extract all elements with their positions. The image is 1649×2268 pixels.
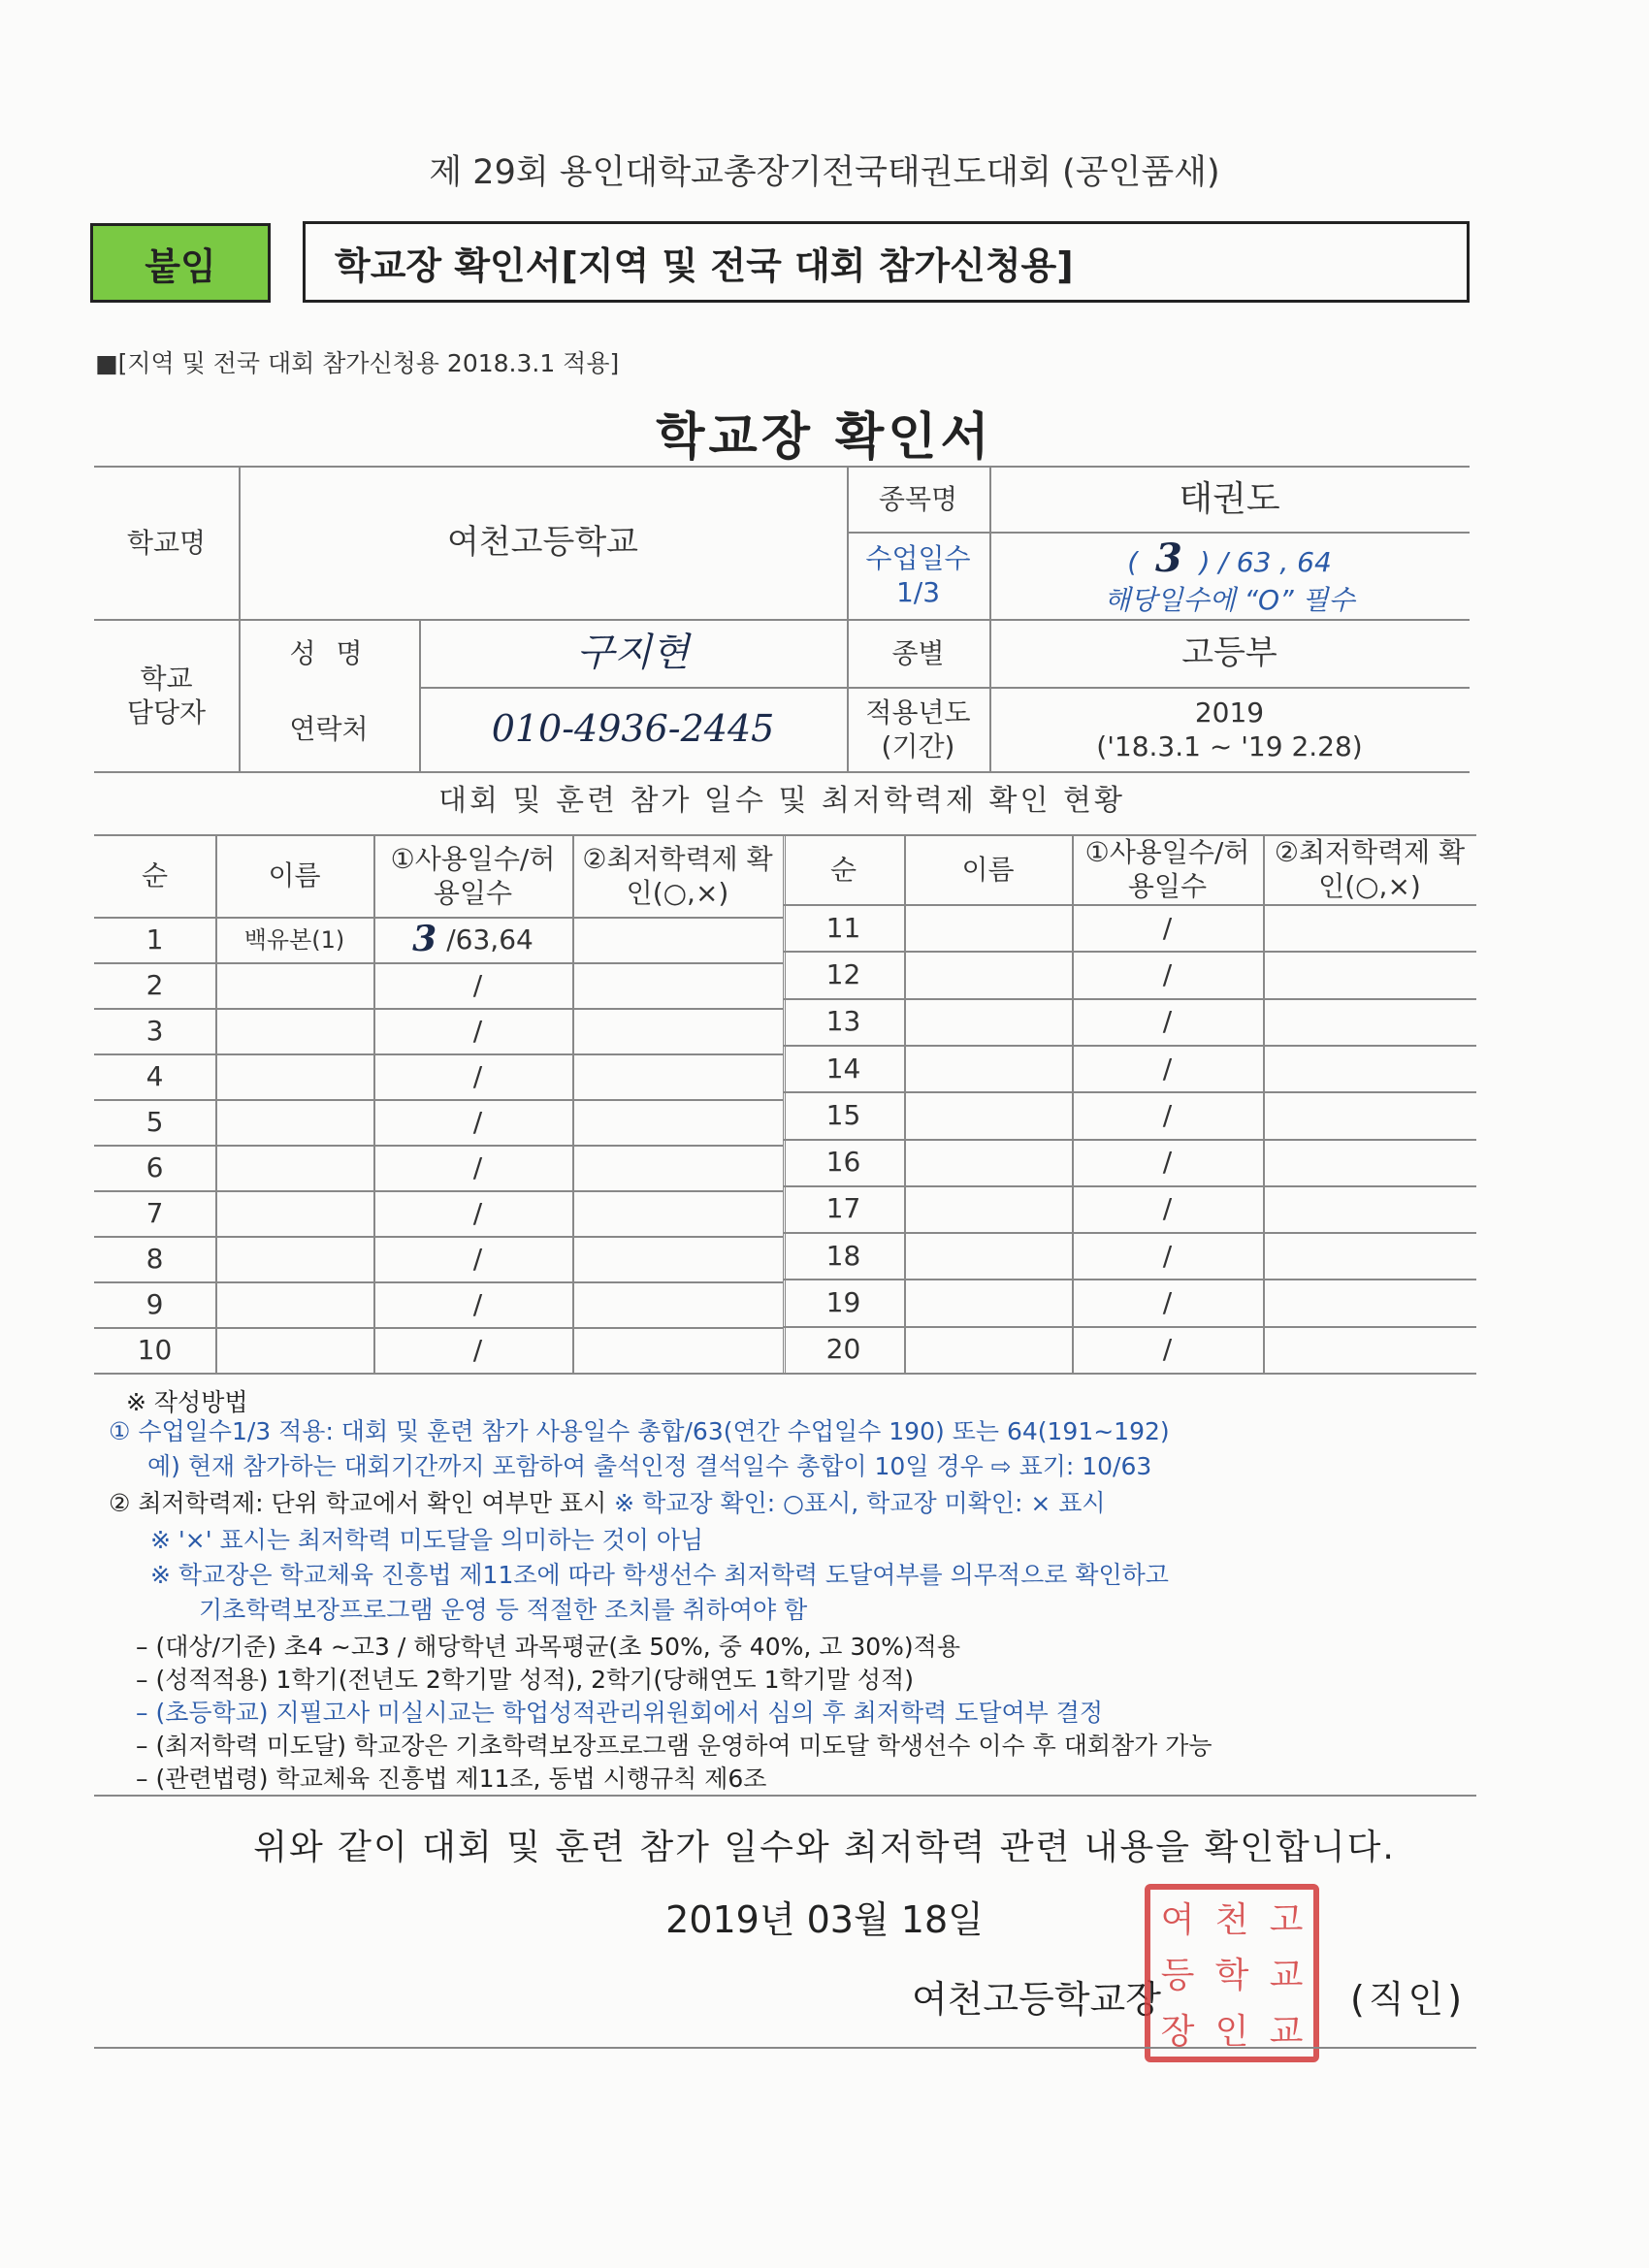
class-days-note: 해당일수에 “O” 필수 <box>1104 583 1355 616</box>
row-no: 17 <box>825 1192 861 1225</box>
row-days-allowed: / <box>1162 1286 1173 1319</box>
method-line-7: – (대상/기준) 초4 ~고3 / 해당학년 과목평균(초 50%, 중 40%, 고 30%)적용 <box>136 1633 960 1661</box>
row-no: 19 <box>825 1286 861 1319</box>
row-name <box>215 1099 373 1145</box>
row-name <box>904 951 1072 997</box>
event-title: 제 29회 용인대학교총장기전국태권도대회 (공인품새) <box>429 153 1220 192</box>
row-no: 1 <box>146 923 164 956</box>
row-min-check <box>572 1099 783 1145</box>
method-line-1: ① 수업일수1/3 적용: 대회 및 훈련 참가 사용일수 총합/63(연간 수업일수 190) 또는 64(191~192) <box>109 1417 1170 1445</box>
row-min-check <box>572 917 783 962</box>
row-min-check <box>572 1145 783 1190</box>
row-name <box>215 1236 373 1281</box>
row-no: 6 <box>146 1151 164 1183</box>
header-no-right: 순 <box>829 853 857 886</box>
row-no: 8 <box>146 1243 164 1275</box>
row-min-check <box>572 962 783 1008</box>
seal-char: 고 <box>1269 1900 1304 1941</box>
row-name: 백유본(1) <box>243 925 345 954</box>
row-name <box>904 1091 1072 1138</box>
official-seal <box>1145 1884 1319 2062</box>
table-title: 대회 및 훈련 참가 일수 및 최저학력제 확인 현황 <box>438 784 1125 819</box>
year-value: 2019 ('18.3.1 ~ '19 2.28) <box>1096 696 1363 762</box>
class-days-label-line1: 수업일수 <box>865 542 971 574</box>
seal-char: 학 <box>1214 1956 1249 1996</box>
row-days-allowed: / <box>472 1288 483 1320</box>
row-min-check <box>1263 904 1476 951</box>
method-line-3: ② 최저학력제: 단위 학교에서 확인 여부만 표시 ※ 학교장 확인: ○표시, 학교장 미확인: × 표시 <box>109 1489 1106 1517</box>
row-name <box>215 1327 373 1373</box>
header-days-left: ①사용일수/허용일수 <box>390 842 556 909</box>
row-no: 12 <box>825 957 861 990</box>
attachment-badge: 붙임 <box>90 223 271 303</box>
row-min-check <box>572 1190 783 1236</box>
method-title: ※ 작성방법 <box>126 1388 248 1416</box>
row-days-allowed: / <box>1162 1146 1173 1179</box>
row-days <box>373 1053 572 1099</box>
row-days-used: 3 <box>412 919 437 959</box>
row-min-check <box>572 1053 783 1099</box>
row-days-allowed: / <box>1162 1239 1173 1272</box>
method-line-4: ※ '×' 표시는 최저학력 미도달을 의미하는 것이 아님 <box>150 1526 704 1554</box>
row-min-check <box>1263 1091 1476 1138</box>
seal-char: 인 <box>1214 2011 1249 2052</box>
contact-handwritten: 010-4936-2445 <box>491 706 775 750</box>
row-days-allowed: /63,64 <box>446 923 534 956</box>
seal-char: 여 <box>1160 1900 1195 1941</box>
row-name <box>215 1145 373 1190</box>
row-min-check <box>572 1236 783 1281</box>
row-days-allowed: / <box>472 1197 483 1229</box>
row-days-allowed: / <box>472 1060 483 1092</box>
method-line-8: – (성적적용) 1학기(전년도 2학기말 성적), 2학기(당해연도 1학기말 성적) <box>136 1666 914 1694</box>
school-name-label: 학교명 <box>126 526 207 559</box>
row-days-allowed: / <box>1162 1052 1173 1085</box>
class-days-handwritten: 3 <box>1154 535 1182 581</box>
row-no: 4 <box>146 1060 164 1092</box>
row-days-allowed: / <box>1162 911 1173 944</box>
class-days-label-line2: 1/3 <box>895 576 941 608</box>
row-no: 5 <box>146 1106 164 1138</box>
row-min-check <box>1263 1326 1476 1373</box>
row-days-allowed: / <box>472 969 483 1001</box>
seal-char: 등 <box>1160 1956 1195 1996</box>
header-days-right: ①사용일수/허용일수 <box>1084 836 1250 902</box>
header-min-left: ②최저학력제 확인(○,×) <box>582 842 773 909</box>
row-days <box>373 1327 572 1373</box>
row-name <box>904 1326 1072 1373</box>
header-name-left: 이름 <box>268 859 321 891</box>
row-days-allowed: / <box>472 1243 483 1275</box>
row-days-allowed: / <box>1162 1005 1173 1038</box>
method-divider <box>94 1795 1476 1797</box>
footer-divider <box>94 2047 1476 2049</box>
seal-char: 장 <box>1160 2011 1195 2052</box>
row-min-check <box>1263 951 1476 997</box>
row-days <box>373 1190 572 1236</box>
row-days-allowed: / <box>472 1151 483 1183</box>
row-days-allowed: / <box>472 1106 483 1138</box>
row-min-check <box>572 1327 783 1373</box>
row-no: 15 <box>825 1098 861 1131</box>
contact-label: 연락처 <box>289 713 369 745</box>
row-min-check <box>572 1008 783 1053</box>
row-days-allowed: / <box>1162 1192 1173 1225</box>
row-name <box>904 1232 1072 1279</box>
row-days <box>373 1236 572 1281</box>
row-no: 14 <box>825 1052 861 1085</box>
row-days-allowed: / <box>1162 1098 1173 1131</box>
row-name <box>215 962 373 1008</box>
header-name-right: 이름 <box>961 853 1015 886</box>
row-min-check <box>1263 1232 1476 1279</box>
sport-value: 태권도 <box>1179 478 1280 519</box>
row-days-allowed: / <box>1162 957 1173 990</box>
form-note: ■[지역 및 전국 대회 참가신청용 2018.3.1 적용] <box>95 349 620 377</box>
seal-char: 교 <box>1269 1956 1304 1996</box>
issue-date: 2019년 03월 18일 <box>665 1898 984 1941</box>
header-min-right: ②최저학력제 확인(○,×) <box>1274 836 1466 902</box>
manager-label: 학교 담당자 <box>126 662 207 729</box>
row-days <box>373 962 572 1008</box>
method-line-5: ※ 학교장은 학교체육 진흥법 제11조에 따라 학생선수 최저학력 도달여부를 의무적으로 확인하고 <box>150 1561 1169 1589</box>
class-days-fraction: ( 3 ) / 63 , 64 <box>1127 535 1332 581</box>
row-name <box>215 1281 373 1327</box>
division-value: 고등부 <box>1181 632 1277 672</box>
row-no: 16 <box>825 1146 861 1179</box>
row-name <box>904 998 1072 1045</box>
row-no: 20 <box>825 1333 861 1366</box>
row-no: 18 <box>825 1239 861 1272</box>
main-title: 학교장 확인서 <box>656 408 993 467</box>
row-days-allowed: / <box>1162 1333 1173 1366</box>
row-no: 7 <box>146 1197 164 1229</box>
seal-char: 천 <box>1214 1900 1249 1941</box>
name-label: 성 명 <box>289 636 369 669</box>
row-min-check <box>572 1281 783 1327</box>
row-name <box>904 1279 1072 1325</box>
row-days <box>373 917 572 962</box>
row-days-allowed: / <box>472 1015 483 1047</box>
header-no-left: 순 <box>141 859 169 891</box>
method-line-6: 기초학력보장프로그램 운영 등 적절한 조치를 취하여야 함 <box>199 1596 808 1624</box>
method-line-10: – (최저학력 미도달) 학교장은 기초학력보장프로그램 운영하여 미도달 학생선수 이수 후 대회참가 가능 <box>136 1732 1212 1760</box>
row-name <box>215 1053 373 1099</box>
row-no: 9 <box>146 1288 164 1320</box>
sport-label: 종목명 <box>878 482 958 515</box>
row-name <box>904 1185 1072 1232</box>
seal-label: (직인) <box>1350 1978 1467 2021</box>
manager-name-handwritten: 구지현 <box>576 631 690 675</box>
row-min-check <box>1263 1279 1476 1325</box>
row-min-check <box>1263 1139 1476 1185</box>
row-no: 10 <box>137 1334 173 1366</box>
row-days-allowed: / <box>472 1334 483 1366</box>
row-name <box>215 1008 373 1053</box>
row-days <box>373 1281 572 1327</box>
year-label: 적용년도 (기간) <box>865 696 971 762</box>
principal-name: 여천고등학교장 <box>912 1978 1161 2021</box>
confirm-sentence: 위와 같이 대회 및 훈련 참가 일수와 최저학력 관련 내용을 확인합니다. <box>253 1828 1396 1867</box>
class-days-label <box>847 532 989 619</box>
seal-char: 교 <box>1269 2011 1304 2052</box>
row-name <box>904 904 1072 951</box>
row-days <box>373 1145 572 1190</box>
row-name <box>904 1045 1072 1091</box>
row-no: 11 <box>825 911 861 944</box>
form-title: 학교장 확인서[지역 및 전국 대회 참가신청용] <box>303 221 1470 303</box>
class-days-value <box>989 532 1470 619</box>
row-no: 2 <box>146 969 164 1001</box>
row-min-check <box>1263 1045 1476 1091</box>
row-days <box>373 1008 572 1053</box>
row-min-check <box>1263 1185 1476 1232</box>
method-line-9: – (초등학교) 지필고사 미실시교는 학업성적관리위원회에서 심의 후 최저학력 도달여부 결정 <box>136 1699 1104 1727</box>
method-line-2: 예) 현재 참가하는 대회기간까지 포함하여 출석인정 결석일수 총합이 10일 경우 ⇨ 표기: 10/63 <box>147 1452 1152 1480</box>
row-no: 3 <box>146 1015 164 1047</box>
division-label: 종별 <box>891 636 945 669</box>
school-name-value: 여천고등학교 <box>446 522 639 562</box>
row-name <box>215 1190 373 1236</box>
row-days <box>373 1099 572 1145</box>
row-name <box>904 1139 1072 1185</box>
row-no: 13 <box>825 1005 861 1038</box>
row-min-check <box>1263 998 1476 1045</box>
method-line-11: – (관련법령) 학교체육 진흥법 제11조, 동법 시행규칙 제6조 <box>136 1765 767 1793</box>
